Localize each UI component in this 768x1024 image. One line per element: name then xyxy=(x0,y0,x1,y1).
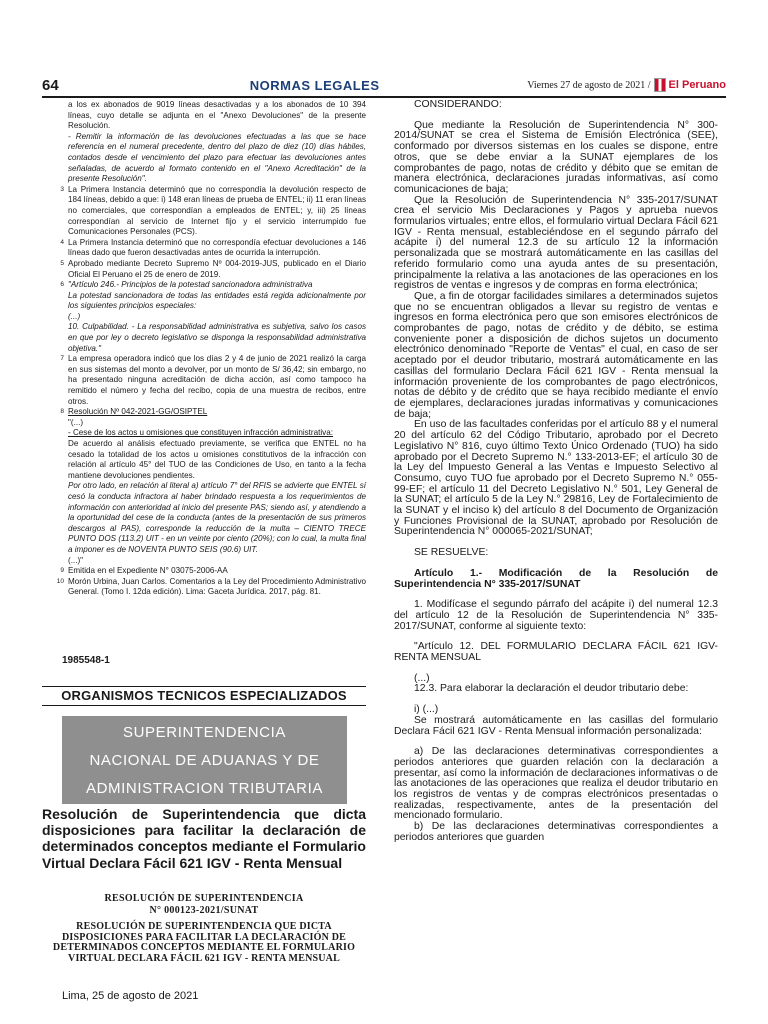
agency-line-1: SUPERINTENDENCIA xyxy=(123,723,286,741)
footnotes-column xyxy=(42,100,366,598)
agency-banner xyxy=(62,716,347,804)
header-date: Viernes 27 de agosto de 2021 / xyxy=(527,79,651,91)
paragraph: a) De las declaraciones determinativas correspondientes a periodos anteriores que guarden relación con la declaración a presentar, así como la información de declaraciones informativas o de las anotaciones de las operaciones que realiza el deudor tributario en los registros de ventas y de compras electrónicos presentadas o realizadas, respectivamente, antes de la presentación del mencionado formulario. xyxy=(394,746,718,822)
paragraph: "Artículo 12. DEL FORMULARIO DECLARA FÁCIL 621 IGV-RENTA MENSUAL xyxy=(394,641,718,664)
footnote: a los ex abonados de 9019 líneas desactivadas y a los abonados de 10 394 líneas, cuyo detalle se adjunta en el "Anexo Devoluciones" de la presente Resolución. - Remitir la información de las devoluciones efectuadas a las que se hace referencia en el numeral precedente, dentro del plazo de diez (10) días hábiles, contados desde el vencimiento del plazo para efectuar las devoluciones antes señaladas, de acuerdo al formato contenido en el "Anexo Acreditación" de la presente Resolución". xyxy=(68,100,366,184)
paragraph: Que mediante la Resolución de Superintendencia N° 300-2014/SUNAT se crea el Sistema de Emisión Electrónica (SEE), conformado por diversos sistemas en los cuales se dispone, entre otros, que se debe enviar a la SUNAT ejemplares de los comprobantes de pago, notas de crédito y débito que se emitan de manera electrónica, declaraciones juradas informativas, así como comunicaciones de baja; xyxy=(394,119,718,195)
resolution-title: Resolución de Superintendencia que dicta disposiciones para facilitar la declaración de determinados conceptos mediante el Formulario Virtual Declara Fácil 621 IGV - Renta Mensual xyxy=(42,806,366,871)
paragraph: (...) xyxy=(414,672,430,684)
footnote: 6 "Artículo 246.- Principios de la potestad sancionadora administrativa La potestad sancionadora de todas las entidades está regida adicionalmente por los siguientes principios especiales: (...) 10. Culpabilidad. - La responsabilidad administrativa es subjetiva, salvo los casos en que por ley o decreto legislativo se disponga la responsabilidad administrativa objetiva." xyxy=(60,280,366,353)
section-rule-bottom xyxy=(42,705,366,706)
resolution-number: RESOLUCIÓN DE SUPERINTENDENCIA N° 000123-2021/SUNAT xyxy=(104,893,304,916)
org-section-title: ORGANISMOS TECNICOS ESPECIALIZADOS xyxy=(61,688,347,703)
se-resuelve-heading: SE RESUELVE: xyxy=(414,547,489,559)
footnote: 4 La Primera Instancia determinó que no correspondía efectuar devoluciones a 146 líneas dado que fueron desactivadas antes de ocurrida la interrupción. xyxy=(60,237,366,258)
page-header xyxy=(42,76,726,94)
body-column xyxy=(394,100,718,844)
footnote: 7 La empresa operadora indicó que los días 2 y 4 de junio de 2021 realizó la carga en sus sistemas del monto a devolver, por un monto de S/ 36,42; sin embargo, no ha presentado ninguna acreditación de dicha acción, así como tampoco ha remitido el número y fecha del recibo, copia de una muestra de recibos, entre otros. xyxy=(60,354,366,406)
section-title: NORMAS LEGALES xyxy=(249,77,380,93)
footnote: 9 Emitida en el Expediente N° 03075-2006-AA xyxy=(60,566,228,576)
footnote: 3 La Primera Instancia determinó que no correspondía la devolución respecto de 184 líneas, debido a que: i) 148 eran líneas de prueba de ENTEL; ii) 11 eran líneas no comerciales, que correspondían a empleados de ENTEL; y, iii) 25 líneas correspondían al servicio de Internet fijo y el servicio interrumpido fue Comunicaciones Personales (PCS). xyxy=(60,184,366,237)
considerando-heading: CONSIDERANDO: xyxy=(414,99,502,110)
paragraph: Que la Resolución de Superintendencia N° 335-2017/SUNAT crea el servicio Mis Declaraciones y Pagos y aprueba nuevos formularios virtuales; entre ellos, el formulario virtual Declara Fácil 621 IGV - Renta mensual, estableciéndose en el segundo párrafo del acápite i) del numeral 12.3 de su artículo 12 la información personalizada que se mostrará automáticamente en las casillas del referido formulario como una ayuda antes de su presentación, principalmente la relativa a las anotaciones de las operaciones en los registros de ventas e ingresos y de compras en forma electrónica; xyxy=(394,194,718,292)
agency-line-2: NACIONAL DE ADUANAS Y DE xyxy=(89,751,320,769)
peru-flag-icon xyxy=(654,78,666,92)
paragraph: Que, a fin de otorgar facilidades similares a determinados sujetos que no se encuentran obligados a llevar su registro de ventas e ingresos en forma electrónica pero que son emisores electrónicos de comprobantes de pago, notas de crédito y de débito, se estima conveniente poner a disposición de dichos sujetos un documento electrónico denominado "Reporte de Ventas" el cual, en caso de ser aceptado por el deudor tributario, mostrará automáticamente en las casillas del formulario Declara Fácil 621 IGV - Renta mensual la información proveniente de los comprobantes de pago electrónicos, notas de débito y de crédito que se haya recibido mediante el envío de ejemplares, declaraciones juradas informativas y comunicaciones de baja; xyxy=(394,290,718,420)
paragraph: 1. Modifícase el segundo párrafo del acápite i) del numeral 12.3 del artículo 12 de la Resolución de Superintendencia N° 335-2017/SUNAT, conforme al siguiente texto: xyxy=(394,599,718,632)
paragraph: 12.3. Para elaborar la declaración el deudor tributario debe: xyxy=(414,683,689,695)
section-rule-top xyxy=(42,686,366,687)
footnote: 8 Resolución Nº 042-2021-GG/OSIPTEL "(...) - Cese de los actos u omisiones que constituyen infracción administrativa: De acuerdo al análisis efectuado previamente, se verifica que ENTEL no ha cesado la totalidad de los actos u omisiones constitutivos de la infracción con relación al artículo 45° del TUO de las Condiciones de Uso, en tanto a la fecha mantiene devoluciones pendientes. Por otro lado, en relación al literal a) artículo 7° del RFIS se advierte que ENTEL sí cesó la conducta infractora al haber brindado respuesta a los requerimientos de información con anterioridad al inicio del presente PAS; siendo así, y atendiendo a la oportunidad del cese de la conducta (antes de la presentación de sus primeros descargos al PAS), corresponde la reducción de la multa – CIENTO TRECE PUNTO DOS (113.2) UIT - en un veinte por ciento (20%); con lo cual, la multa final a imponer es de NOVENTA PUNTO SEIS (90.6) UIT. (...)" xyxy=(60,407,366,565)
page-number: 64 xyxy=(42,76,59,94)
resolution-subtitle: RESOLUCIÓN DE SUPERINTENDENCIA QUE DICTA DISPOSICIONES PARA FACILITAR LA DECLARACIÓN DE DETERMINADOS CONCEPTOS MEDIANTE EL FORMULARIO VIRTUAL DECLARA FÁCIL 621 IGV - RENTA MENSUAL xyxy=(52,921,356,964)
paragraph: En uso de las facultades conferidas por el artículo 88 y el numeral 20 del artículo 62 del Código Tributario, aprobado por el Decreto Legislativo N° 816, cuyo último Texto Único Ordenado (TUO) ha sido aprobado por el Decreto Supremo N.° 133-2013-EF; el artículo 30 de la Ley del Impuesto General a las Ventas e Impuesto Selectivo al Consumo, cuyo TUO fue aprobado por el Decreto Supremo N.° 055-99-EF; el artículo 11 del Decreto Legislativo N.° 501, Ley General de la SUNAT; el artículo 5 de la Ley N.° 29816, Ley de Fortalecimiento de la SUNAT y el inciso k) del artículo 8 del Documento de Organización y Funciones Provisional de la SUNAT, aprobado por Resolución de Superintendencia N° 000065-2021/SUNAT; xyxy=(394,419,718,538)
reference-code: 1985548-1 xyxy=(62,655,110,666)
article-heading: Artículo 1.- Modificación de la Resolución de Superintendencia N° 335-2017/SUNAT xyxy=(394,567,718,590)
footnote: 10 Morón Urbina, Juan Carlos. Comentarios a la Ley del Procedimiento Administrativo General. (Tomo I. 12da edición). Lima: Gaceta Jurídica. 2017, pág. 81. xyxy=(56,576,366,597)
header-right xyxy=(527,78,726,92)
footnote: 5 Aprobado mediante Decreto Supremo Nº 004-2019-JUS, publicado en el Diario Oficial El Peruano el 25 de enero de 2019. xyxy=(60,258,366,279)
agency-line-3: ADMINISTRACION TRIBUTARIA xyxy=(86,779,323,797)
brand-name: El Peruano xyxy=(668,79,726,91)
resolution-date: Lima, 25 de agosto de 2021 xyxy=(62,990,199,1002)
paragraph: b) De las declaraciones determinativas correspondientes a periodos anteriores que guarden xyxy=(394,821,718,843)
paragraph: Se mostrará automáticamente en las casillas del formulario Declara Fácil 621 IGV - Renta Mensual información personalizada: xyxy=(394,714,718,737)
header-rule xyxy=(42,96,726,98)
paragraph: i) (...) xyxy=(414,704,439,716)
